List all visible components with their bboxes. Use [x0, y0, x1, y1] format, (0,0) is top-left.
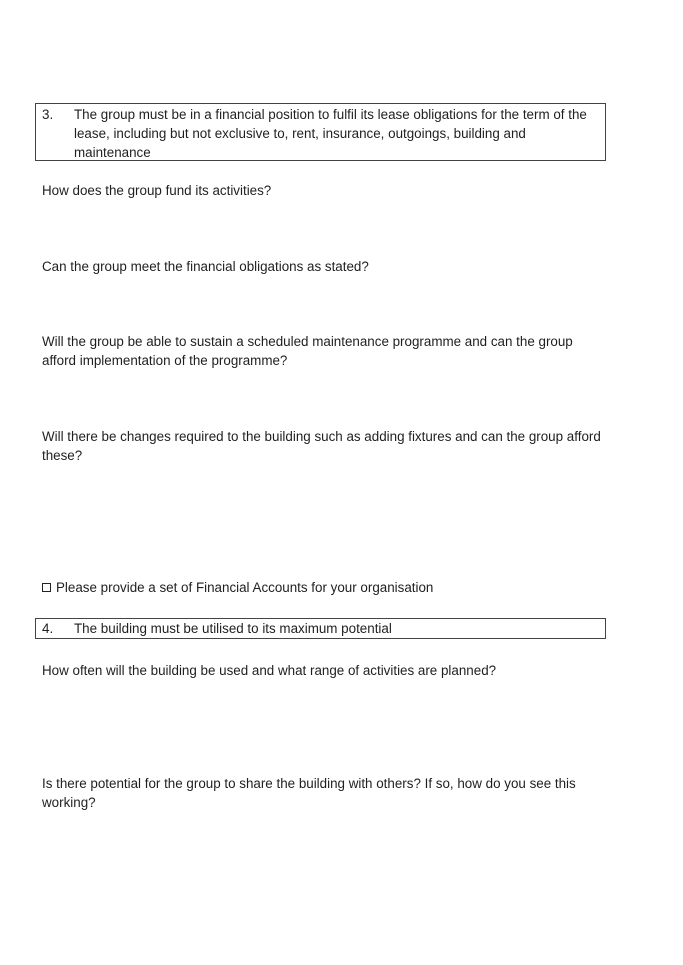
question-financial-obligations: Can the group meet the financial obligations as stated? [42, 259, 369, 274]
question-building-usage: How often will the building be used and what range of activities are planned? [42, 663, 497, 678]
question-fund-activities: How does the group fund its activities? [42, 183, 272, 198]
section-3-box [35, 103, 606, 161]
section-4-box [35, 618, 606, 639]
question-maintenance-programme: Will the group be able to sustain a scheduled maintenance programme and can the group afford implementation of the programme? [42, 334, 573, 368]
financial-accounts-label: Please provide a set of Financial Accounts for your organisation [56, 580, 434, 595]
section-3-number: 3. [42, 107, 54, 122]
section-4-text: The building must be utilised to its maximum potential [74, 621, 392, 636]
question-building-changes: Will there be changes required to the building such as adding fixtures and can the group afford these? [42, 429, 601, 463]
section-3-text: The group must be in a financial position to fulfil its lease obligations for the term of the lease, including but not exclusive to, rent, insurance, outgoings, building and maintenance [74, 107, 587, 160]
section-4-number: 4. [42, 621, 54, 636]
financial-accounts-checkbox[interactable] [42, 583, 51, 592]
question-share-building: Is there potential for the group to share the building with others? If so, how do you see this working? [42, 776, 576, 810]
financial-accounts-checklist-item [42, 578, 602, 597]
